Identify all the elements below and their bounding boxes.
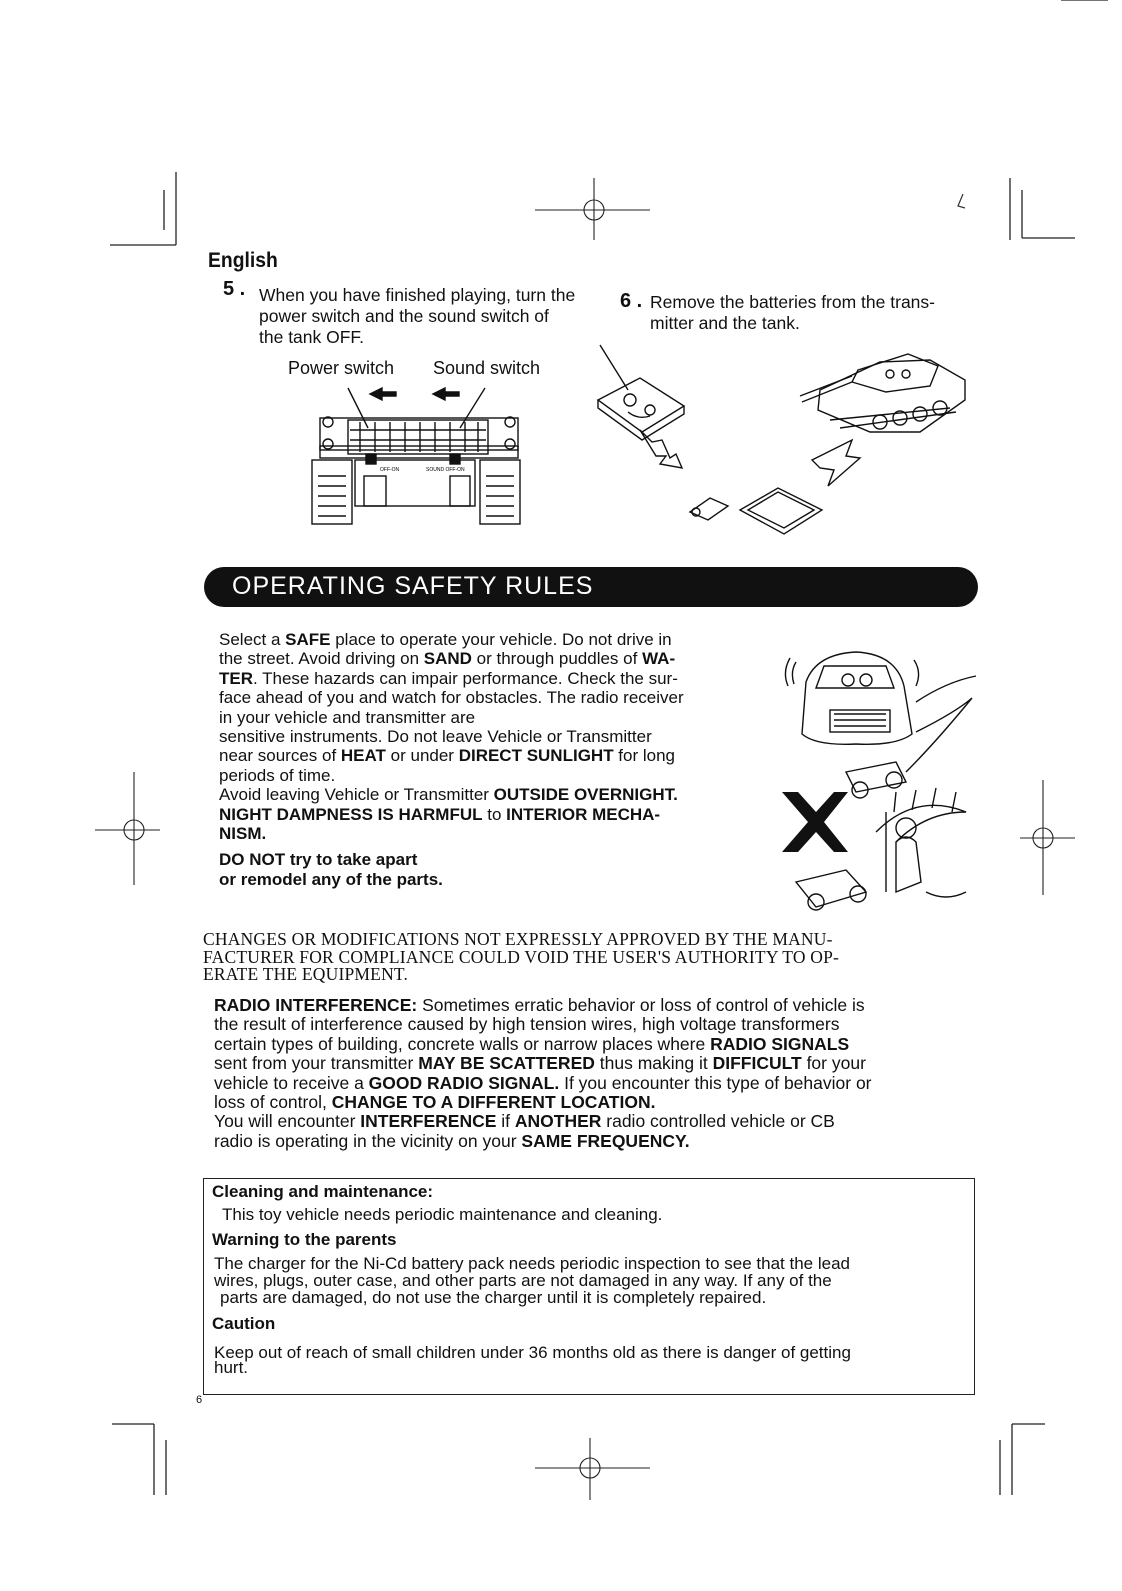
fcc-line: FACTURER FOR COMPLIANCE COULD VOID THE USER'S AUTHORITY TO OP- — [203, 946, 840, 967]
caution-line: hurt. — [214, 1358, 249, 1377]
page-number: 6 — [196, 1394, 203, 1406]
radio-line: loss of control, CHANGE TO A DIFFERENT LOCATION. — [214, 1092, 656, 1113]
radio-line: radio is operating in the vicinity on your SAME FREQUENCY. — [214, 1130, 690, 1151]
warning-line: The charger for the Ni-Cd battery pack needs periodic inspection to see that the lead — [214, 1254, 850, 1273]
rules-line: NISM. — [219, 824, 267, 844]
rules-line: face ahead of you and watch for obstacles. The radio receiver — [219, 688, 684, 708]
caution-line: Keep out of reach of small children under 36 months old as there is danger of getting — [214, 1343, 851, 1362]
safety-illustration — [776, 642, 986, 922]
radio-line: sent from your transmitter MAY BE SCATTERED thus making it DIFFICULT for your — [214, 1053, 866, 1074]
sound-switch-label: Sound switch — [433, 358, 541, 378]
warning-title: Warning to the parents — [212, 1230, 397, 1249]
rules-line: periods of time. — [219, 765, 336, 785]
radio-interference-text — [214, 996, 872, 1151]
step-5-number: 5 . — [223, 278, 246, 300]
tank-switches-illustration — [300, 380, 530, 530]
language-heading: English — [208, 249, 278, 272]
radio-line: RADIO INTERFERENCE: Sometimes erratic behavior or loss of control of vehicle is — [214, 995, 865, 1015]
cleaning-title: Cleaning and maintenance: — [212, 1182, 434, 1201]
radio-line: certain types of building, concrete walls or narrow places where RADIO SIGNALS — [214, 1033, 850, 1054]
step-6-line: Remove the batteries from the trans- — [650, 292, 935, 312]
rules-line: near sources of HEAT or under DIRECT SUNLIGHT for long — [219, 746, 676, 766]
warning-text — [214, 1255, 850, 1306]
step-6-line: mitter and the tank. — [650, 313, 800, 333]
cleaning-text: This toy vehicle needs periodic maintenance and cleaning. — [222, 1205, 663, 1224]
step-6-number: 6 . — [620, 290, 643, 312]
sound-off-on-label: SOUND OFF-ON — [426, 467, 465, 473]
warning-line: parts are damaged, do not use the charger until it is completely repaired. — [220, 1288, 767, 1307]
step-5-line: When you have finished playing, turn the — [259, 285, 576, 305]
radio-line: the result of interference caused by high tension wires, high voltage transformers — [214, 1014, 840, 1035]
rules-line: TER. These hazards can impair performance. Check the sur- — [219, 668, 678, 688]
step-5-line: the tank OFF. — [259, 327, 365, 347]
power-switch-label: Power switch — [288, 358, 395, 378]
caution-text — [214, 1345, 851, 1375]
rules-line: sensitive instruments. Do not leave Vehicle or Transmitter — [219, 727, 652, 747]
warning-line: wires, plugs, outer case, and other parts are not damaged in any way. If any of the — [214, 1271, 832, 1290]
rules-line: or remodel any of the parts. — [219, 869, 443, 889]
safety-rules-text — [219, 630, 684, 889]
rules-line: the street. Avoid driving on SAND or through puddles of WA- — [219, 649, 676, 669]
x-mark-icon — [782, 792, 848, 852]
rules-line: DO NOT try to take apart — [219, 850, 418, 870]
rules-line: Select a SAFE place to operate your vehicle. Do not drive in — [219, 630, 672, 649]
maintenance-box — [203, 1178, 975, 1395]
fcc-line: ERATE THE EQUIPMENT. — [203, 964, 409, 985]
fcc-notice — [203, 931, 839, 984]
rules-line: Avoid leaving Vehicle or Transmitter OUTSIDE OVERNIGHT. — [219, 785, 678, 805]
caution-title: Caution — [212, 1314, 276, 1333]
step-5-line: power switch and the sound switch of — [259, 306, 549, 326]
battery-removal-illustration — [590, 340, 980, 550]
fcc-line: CHANGES OR MODIFICATIONS NOT EXPRESSLY APPROVED BY THE MANU- — [203, 929, 833, 949]
banner-title: OPERATING SAFETY RULES — [232, 572, 594, 600]
off-on-label: OFF-ON — [380, 467, 400, 473]
radio-line: You will encounter INTERFERENCE if ANOTHER radio controlled vehicle or CB — [214, 1111, 835, 1132]
rules-line: NIGHT DAMPNESS IS HARMFUL to INTERIOR MECHA- — [219, 804, 661, 824]
radio-line: vehicle to receive a GOOD RADIO SIGNAL. If you encounter this type of behavior or — [214, 1072, 872, 1093]
step-5-text — [259, 285, 575, 348]
rules-line: in your vehicle and transmitter are — [219, 707, 476, 727]
safety-rules-banner — [204, 567, 978, 607]
step-6-text — [650, 292, 935, 334]
